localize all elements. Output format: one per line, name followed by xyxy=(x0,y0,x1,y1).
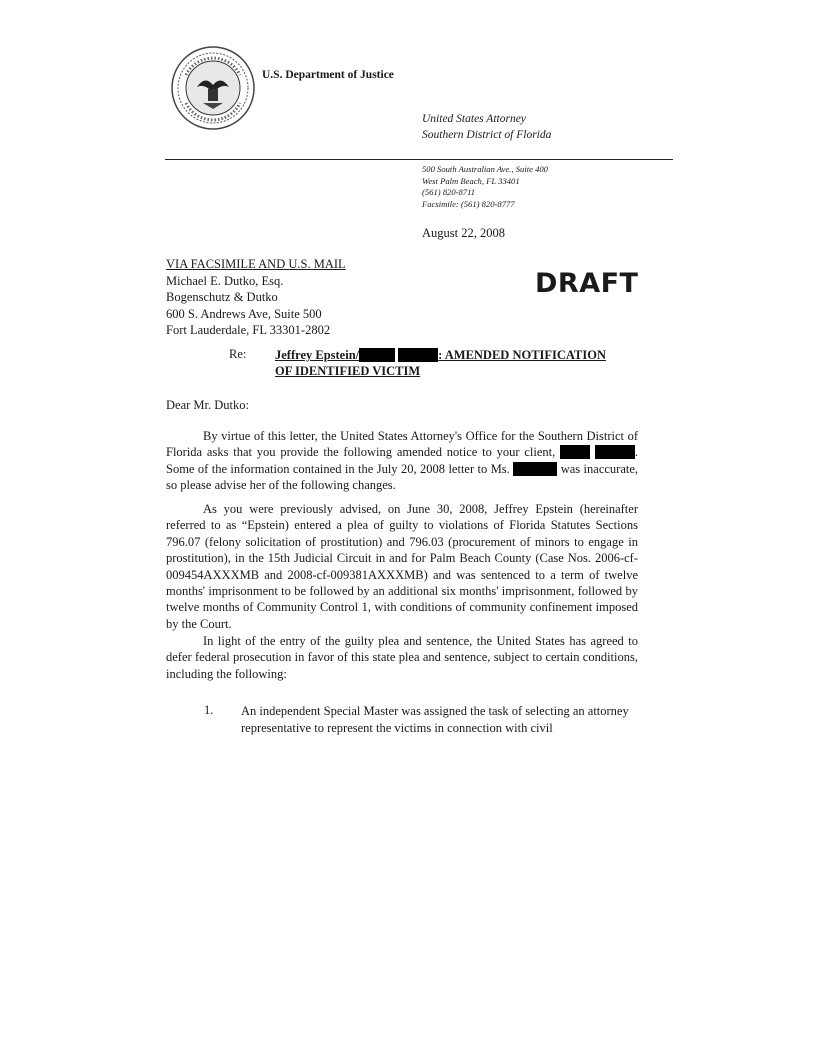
subject-line xyxy=(275,347,635,379)
office-line-2: Southern District of Florida xyxy=(422,129,552,141)
re-label: Re: xyxy=(229,347,247,361)
address-line: 500 South Australian Ave., Suite 400 xyxy=(422,164,548,174)
list-item-text: An independent Special Master was assigned the task of selecting an attorney representative to represent the victims in connection with civil xyxy=(241,704,629,735)
recipient-line: 600 S. Andrews Ave, Suite 500 xyxy=(166,306,322,321)
office-line-1: United States Attorney xyxy=(422,113,526,125)
body-paragraph-1 xyxy=(166,428,638,494)
body-paragraph-2 xyxy=(166,501,638,632)
recipient-line: Michael E. Dutko, Esq. xyxy=(166,273,284,288)
list-item-number: 1. xyxy=(204,703,214,717)
paragraph-text: As you were previously advised, on June 30, 2008, Jeffrey Epstein (hereinafter referred to as “Epstein) entered a plea of guilty to violations of Florida Statutes Sections 796.07 (felony solicitation of prostitution) and 796.03 (procurement of minors to engage in prostitution), in the 15th Judicial Circuit in and for Palm Beach County (Case Nos. 2006-cf-009454AXXXMB and 2008-cf-009381AXXXMB) and was sentenced to a term of twelve months' imprisonment to be followed by an additional six months' imprisonment, followed by twelve months of Community Control 1, with conditions of community confinement imposed by the Court. xyxy=(166,502,638,631)
redaction-block xyxy=(595,445,635,459)
subject-part-2: : AMENDED NOTIFICATION xyxy=(438,348,606,362)
doj-seal-logo xyxy=(170,45,256,131)
letterhead-divider xyxy=(165,159,673,160)
office-name xyxy=(422,111,551,143)
body-paragraph-3 xyxy=(166,633,638,682)
paragraph-text: By virtue of this letter, the United States Attorney's Office for the Southern District of Florida asks that you provide the following amended notice to your client, xyxy=(166,429,638,460)
redaction-block xyxy=(513,462,557,476)
address-line: Facsimile: (561) 820-8777 xyxy=(422,198,515,209)
paragraph-text: . Some of the information contained in the July 20, 2008 letter to Ms. xyxy=(166,445,638,476)
department-name: U.S. Department of Justice xyxy=(262,69,394,81)
redaction-block xyxy=(560,445,590,459)
paragraph-text: was inaccurate, so please advise her of the following changes. xyxy=(166,461,639,493)
recipient-line: Bogenschutz & Dutko xyxy=(166,290,278,304)
letter-date: August 22, 2008 xyxy=(422,226,505,240)
address-line: (561) 820-8711 xyxy=(422,187,476,197)
subject-part-3: OF IDENTIFIED VICTIM xyxy=(275,364,421,378)
delivery-method: VIA FACSIMILE AND U.S. MAIL xyxy=(166,257,346,271)
paragraph-text: In light of the entry of the guilty plea and sentence, the United States has agreed to defer federal prosecution in favor of this state plea and sentence, subject to certain conditions, including the following: xyxy=(166,634,638,681)
recipient-block xyxy=(166,256,346,339)
recipient-line: Fort Lauderdale, FL 33301-2802 xyxy=(166,323,331,337)
redaction-block xyxy=(359,348,395,362)
subject-part-1: Jeffrey Epstein/ xyxy=(275,348,360,362)
redaction-block xyxy=(398,348,438,362)
office-address xyxy=(422,164,548,210)
salutation: Dear Mr. Dutko: xyxy=(166,398,249,412)
address-line: West Palm Beach, FL 33401 xyxy=(422,175,520,186)
draft-stamp: DRAFT xyxy=(535,268,639,299)
